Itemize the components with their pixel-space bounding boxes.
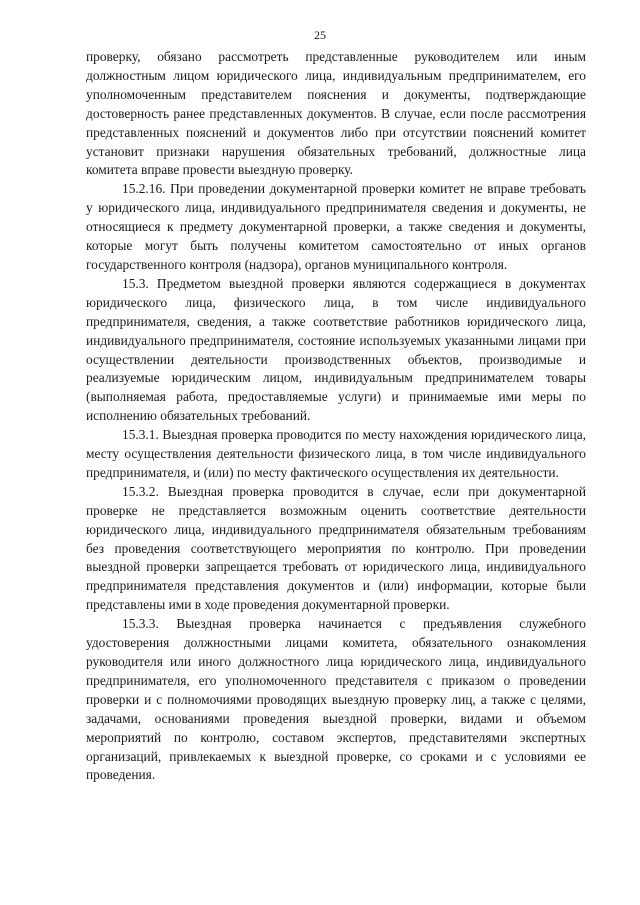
- paragraph-15-3: 15.3. Предметом выездной проверки являются содержащиеся в документах юридического лица, физического лица, в том числе индивидуального предпринимателя, сведения, а также соответствие работников юридического лица, индивидуального предпринимателя, состояние используемых указанными лицами при осуществлении деятельности производственных объектов, производимые и реализуемые юридическим лицом, индивидуальным предпринимателем товары (выполняемая работа, предоставляемые услуги) и принимаемые ими меры по исполнению обязательных требований.: [86, 275, 586, 424]
- document-body: [86, 48, 586, 785]
- paragraph-15-3-1: 15.3.1. Выездная проверка проводится по месту нахождения юридического лица, месту осуществления деятельности физического лица, в том числе индивидуального предпринимателя, и (или) по месту фактического осуществления их деятельности.: [86, 427, 586, 480]
- paragraph-continuation: проверку, обязано рассмотреть представленные руководителем или иным должностным лицом юридического лица, индивидуальным предпринимателем, его уполномоченным представителем пояснения и документы, подтверждающие достоверность ранее представленных документов. В случае, если после рассмотрения представленных пояснений и документов либо при отсутствии пояснений комитет установит признаки нарушения обязательных требований, должностные лица комитета вправе провести выездную проверку.: [86, 49, 586, 178]
- page-number: 25: [314, 28, 326, 42]
- paragraph-15-2-16: 15.2.16. При проведении документарной проверки комитет не вправе требовать у юридического лица, индивидуального предпринимателя сведения и документы, не относящиеся к предмету документарной проверки, а также сведения и документы, которые могут быть получены комитетом самостоятельно от иных органов государственного контроля (надзора), органов муниципального контроля.: [86, 181, 586, 272]
- paragraph-15-3-2: 15.3.2. Выездная проверка проводится в случае, если при документарной проверке не представляется возможным оценить соответствие деятельности юридического лица, индивидуального предпринимателя обязательным требованиям без проведения соответствующего мероприятия по контролю. При проведении выездной проверки запрещается требовать от юридического лица, индивидуального предпринимателя представления документов и (или) информации, которые были представлены ими в ходе проведения документарной проверки.: [86, 483, 586, 613]
- paragraph-15-3-3: 15.3.3. Выездная проверка начинается с предъявления служебного удостоверения должностными лицами комитета, обязательного ознакомления руководителя или иного должностного лица юридического лица, индивидуального предпринимателя, его уполномоченного представителя с приказом о проведении проверки и с полномочиями проводящих выездную проверку лиц, а также с целями, задачами, основаниями проведения выездной проверки, видами и объемом мероприятий по контролю, составом экспертов, представителями экспертных организаций, привлекаемых к выездной проверке, со сроками и с условиями ее проведения.: [86, 616, 586, 783]
